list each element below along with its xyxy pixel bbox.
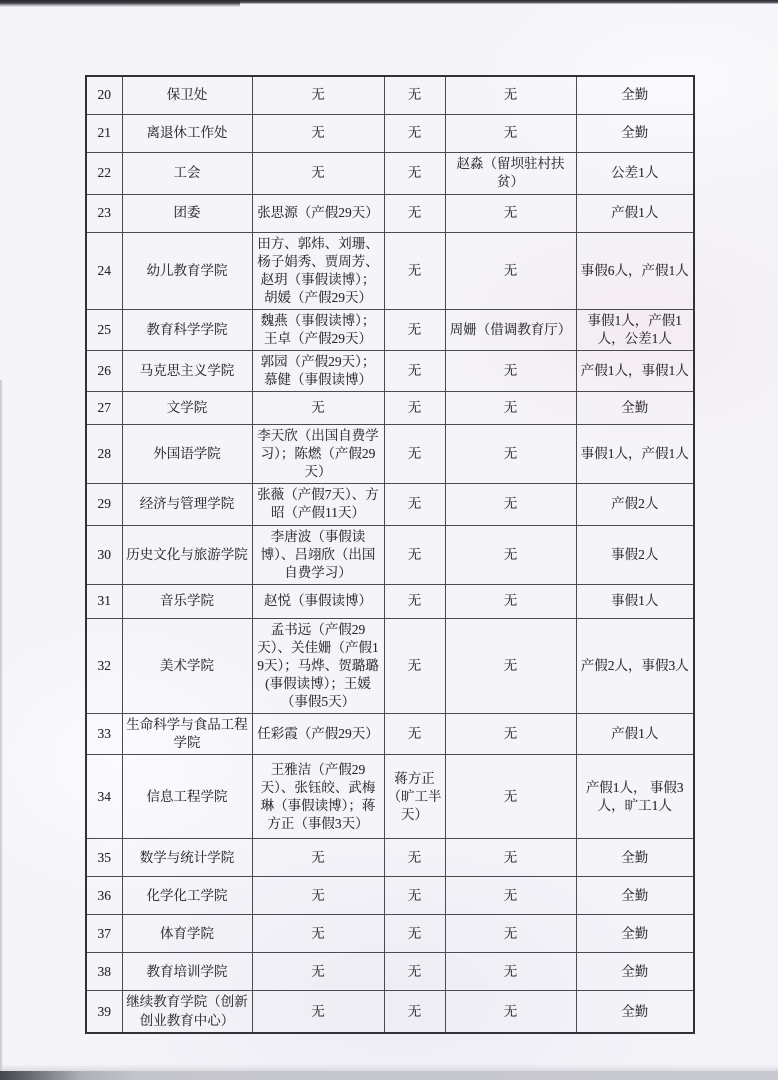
cell-absence-detail: 无 bbox=[384, 714, 445, 755]
table-row bbox=[86, 350, 694, 391]
cell-attendance-summary: 全勤 bbox=[576, 915, 694, 953]
cell-other-detail: 无 bbox=[445, 755, 576, 839]
table-row bbox=[86, 309, 694, 350]
cell-attendance-summary: 事假1人，产假1人，公差1人 bbox=[576, 309, 694, 350]
cell-leave-detail: 李唐波（事假读博）、吕翊欣（出国自费学习） bbox=[252, 525, 384, 584]
cell-attendance-summary: 全勤 bbox=[576, 76, 694, 114]
cell-department: 文学院 bbox=[122, 392, 252, 425]
table-row bbox=[86, 584, 694, 618]
cell-attendance-summary: 产假2人，事假3人 bbox=[576, 618, 694, 713]
cell-department: 历史文化与旅游学院 bbox=[122, 525, 252, 584]
cell-absence-detail: 无 bbox=[384, 392, 445, 425]
table-row bbox=[86, 915, 694, 953]
cell-row-number: 23 bbox=[86, 194, 122, 232]
cell-department: 马克思主义学院 bbox=[122, 350, 252, 391]
cell-row-number: 20 bbox=[86, 76, 122, 114]
table-row bbox=[86, 194, 694, 232]
cell-attendance-summary: 事假6人，产假1人 bbox=[576, 232, 694, 309]
cell-absence-detail: 无 bbox=[384, 194, 445, 232]
cell-row-number: 32 bbox=[86, 618, 122, 713]
table-body bbox=[86, 76, 694, 1033]
cell-attendance-summary: 全勤 bbox=[576, 953, 694, 991]
scan-top-left-edge-artifact bbox=[0, 0, 240, 7]
cell-department: 继续教育学院（创新创业教育中心） bbox=[122, 991, 252, 1033]
table-row bbox=[86, 152, 694, 194]
table-row bbox=[86, 618, 694, 713]
table-row bbox=[86, 991, 694, 1033]
cell-leave-detail: 赵悦（事假读博） bbox=[252, 584, 384, 618]
cell-row-number: 33 bbox=[86, 714, 122, 755]
cell-leave-detail: 无 bbox=[252, 152, 384, 194]
cell-other-detail: 无 bbox=[445, 877, 576, 915]
cell-leave-detail: 无 bbox=[252, 915, 384, 953]
cell-absence-detail: 无 bbox=[384, 309, 445, 350]
cell-absence-detail: 蒋方正（旷工半天） bbox=[384, 755, 445, 839]
cell-other-detail: 无 bbox=[445, 232, 576, 309]
cell-leave-detail: 魏燕（事假读博）；王卓（产假29天） bbox=[252, 309, 384, 350]
cell-leave-detail: 无 bbox=[252, 953, 384, 991]
cell-row-number: 39 bbox=[86, 991, 122, 1033]
cell-attendance-summary: 全勤 bbox=[576, 114, 694, 152]
cell-attendance-summary: 公差1人 bbox=[576, 152, 694, 194]
cell-row-number: 24 bbox=[86, 232, 122, 309]
cell-leave-detail: 郭园（产假29天）；慕健（事假读博） bbox=[252, 350, 384, 391]
cell-row-number: 27 bbox=[86, 392, 122, 425]
cell-other-detail: 无 bbox=[445, 76, 576, 114]
cell-other-detail: 无 bbox=[445, 525, 576, 584]
cell-absence-detail: 无 bbox=[384, 953, 445, 991]
cell-other-detail: 无 bbox=[445, 194, 576, 232]
cell-department: 工会 bbox=[122, 152, 252, 194]
cell-row-number: 30 bbox=[86, 525, 122, 584]
cell-leave-detail: 张薇（产假7天）、方昭（产假11天） bbox=[252, 484, 384, 525]
cell-row-number: 28 bbox=[86, 425, 122, 484]
cell-absence-detail: 无 bbox=[384, 152, 445, 194]
cell-leave-detail: 无 bbox=[252, 76, 384, 114]
cell-leave-detail: 无 bbox=[252, 114, 384, 152]
cell-absence-detail: 无 bbox=[384, 350, 445, 391]
cell-other-detail: 无 bbox=[445, 425, 576, 484]
cell-attendance-summary: 事假2人 bbox=[576, 525, 694, 584]
cell-department: 教育培训学院 bbox=[122, 953, 252, 991]
cell-row-number: 31 bbox=[86, 584, 122, 618]
cell-other-detail: 无 bbox=[445, 839, 576, 877]
table-row bbox=[86, 953, 694, 991]
attendance-table bbox=[85, 75, 695, 1034]
cell-leave-detail: 王雅洁（产假29天）、张钰皎、武梅琳（事假读博）；蒋方正（事假3天） bbox=[252, 755, 384, 839]
cell-department: 数学与统计学院 bbox=[122, 839, 252, 877]
cell-row-number: 37 bbox=[86, 915, 122, 953]
cell-row-number: 29 bbox=[86, 484, 122, 525]
cell-leave-detail: 任彩霞（产假29天） bbox=[252, 714, 384, 755]
cell-leave-detail: 孟书远（产假29天）、关佳姗（产假19天）；马烨、贺璐璐(事假读博）；王媛（事假5天） bbox=[252, 618, 384, 713]
cell-other-detail: 无 bbox=[445, 618, 576, 713]
table-row bbox=[86, 755, 694, 839]
cell-leave-detail: 无 bbox=[252, 392, 384, 425]
table-row bbox=[86, 392, 694, 425]
cell-department: 化学化工学院 bbox=[122, 877, 252, 915]
cell-absence-detail: 无 bbox=[384, 114, 445, 152]
table-row bbox=[86, 839, 694, 877]
cell-department: 离退休工作处 bbox=[122, 114, 252, 152]
table-row bbox=[86, 114, 694, 152]
cell-department: 外国语学院 bbox=[122, 425, 252, 484]
cell-attendance-summary: 全勤 bbox=[576, 877, 694, 915]
cell-department: 经济与管理学院 bbox=[122, 484, 252, 525]
cell-other-detail: 无 bbox=[445, 991, 576, 1033]
cell-absence-detail: 无 bbox=[384, 232, 445, 309]
cell-department: 美术学院 bbox=[122, 618, 252, 713]
cell-leave-detail: 田方、郭炜、刘珊、杨子娟秀、贾周芳、赵玥（事假读博）；胡媛（产假29天） bbox=[252, 232, 384, 309]
cell-other-detail: 无 bbox=[445, 350, 576, 391]
table-row bbox=[86, 484, 694, 525]
cell-other-detail: 无 bbox=[445, 484, 576, 525]
cell-other-detail: 周姗（借调教育厅） bbox=[445, 309, 576, 350]
cell-attendance-summary: 产假2人 bbox=[576, 484, 694, 525]
cell-absence-detail: 无 bbox=[384, 484, 445, 525]
cell-row-number: 21 bbox=[86, 114, 122, 152]
cell-other-detail: 赵淼（留坝驻村扶贫） bbox=[445, 152, 576, 194]
cell-other-detail: 无 bbox=[445, 714, 576, 755]
cell-absence-detail: 无 bbox=[384, 877, 445, 915]
cell-department: 生命科学与食品工程学院 bbox=[122, 714, 252, 755]
cell-absence-detail: 无 bbox=[384, 425, 445, 484]
cell-absence-detail: 无 bbox=[384, 525, 445, 584]
cell-department: 团委 bbox=[122, 194, 252, 232]
cell-attendance-summary: 事假1人 bbox=[576, 584, 694, 618]
cell-row-number: 36 bbox=[86, 877, 122, 915]
cell-row-number: 34 bbox=[86, 755, 122, 839]
table-row bbox=[86, 714, 694, 755]
cell-attendance-summary: 事假1人，产假1人 bbox=[576, 425, 694, 484]
cell-department: 音乐学院 bbox=[122, 584, 252, 618]
cell-other-detail: 无 bbox=[445, 953, 576, 991]
scan-left-edge-artifact bbox=[0, 380, 3, 1080]
cell-row-number: 38 bbox=[86, 953, 122, 991]
scan-bottom-shadow bbox=[0, 1064, 778, 1071]
cell-attendance-summary: 全勤 bbox=[576, 392, 694, 425]
cell-absence-detail: 无 bbox=[384, 991, 445, 1033]
cell-leave-detail: 无 bbox=[252, 839, 384, 877]
cell-department: 幼儿教育学院 bbox=[122, 232, 252, 309]
cell-leave-detail: 无 bbox=[252, 991, 384, 1033]
cell-attendance-summary: 全勤 bbox=[576, 991, 694, 1033]
cell-row-number: 25 bbox=[86, 309, 122, 350]
cell-absence-detail: 无 bbox=[384, 839, 445, 877]
table-row bbox=[86, 525, 694, 584]
cell-leave-detail: 张思源（产假29天） bbox=[252, 194, 384, 232]
cell-row-number: 22 bbox=[86, 152, 122, 194]
table-row bbox=[86, 76, 694, 114]
cell-attendance-summary: 产假1人，事假1人 bbox=[576, 350, 694, 391]
cell-leave-detail: 李天欣（出国自费学习）；陈燃（产假29天） bbox=[252, 425, 384, 484]
table-row bbox=[86, 877, 694, 915]
cell-attendance-summary: 产假1人 bbox=[576, 714, 694, 755]
cell-other-detail: 无 bbox=[445, 114, 576, 152]
cell-attendance-summary: 产假1人， 事假3人，旷工1人 bbox=[576, 755, 694, 839]
cell-leave-detail: 无 bbox=[252, 877, 384, 915]
cell-department: 保卫处 bbox=[122, 76, 252, 114]
cell-attendance-summary: 全勤 bbox=[576, 839, 694, 877]
cell-other-detail: 无 bbox=[445, 584, 576, 618]
cell-attendance-summary: 产假1人 bbox=[576, 194, 694, 232]
table-row bbox=[86, 232, 694, 309]
cell-department: 信息工程学院 bbox=[122, 755, 252, 839]
scan-bottom-edge-artifact bbox=[0, 1071, 778, 1080]
cell-row-number: 26 bbox=[86, 350, 122, 391]
cell-absence-detail: 无 bbox=[384, 584, 445, 618]
cell-department: 教育科学学院 bbox=[122, 309, 252, 350]
cell-other-detail: 无 bbox=[445, 915, 576, 953]
cell-department: 体育学院 bbox=[122, 915, 252, 953]
table-row bbox=[86, 425, 694, 484]
attendance-table-container bbox=[85, 75, 693, 1034]
cell-absence-detail: 无 bbox=[384, 915, 445, 953]
cell-row-number: 35 bbox=[86, 839, 122, 877]
cell-absence-detail: 无 bbox=[384, 618, 445, 713]
cell-absence-detail: 无 bbox=[384, 76, 445, 114]
cell-other-detail: 无 bbox=[445, 392, 576, 425]
